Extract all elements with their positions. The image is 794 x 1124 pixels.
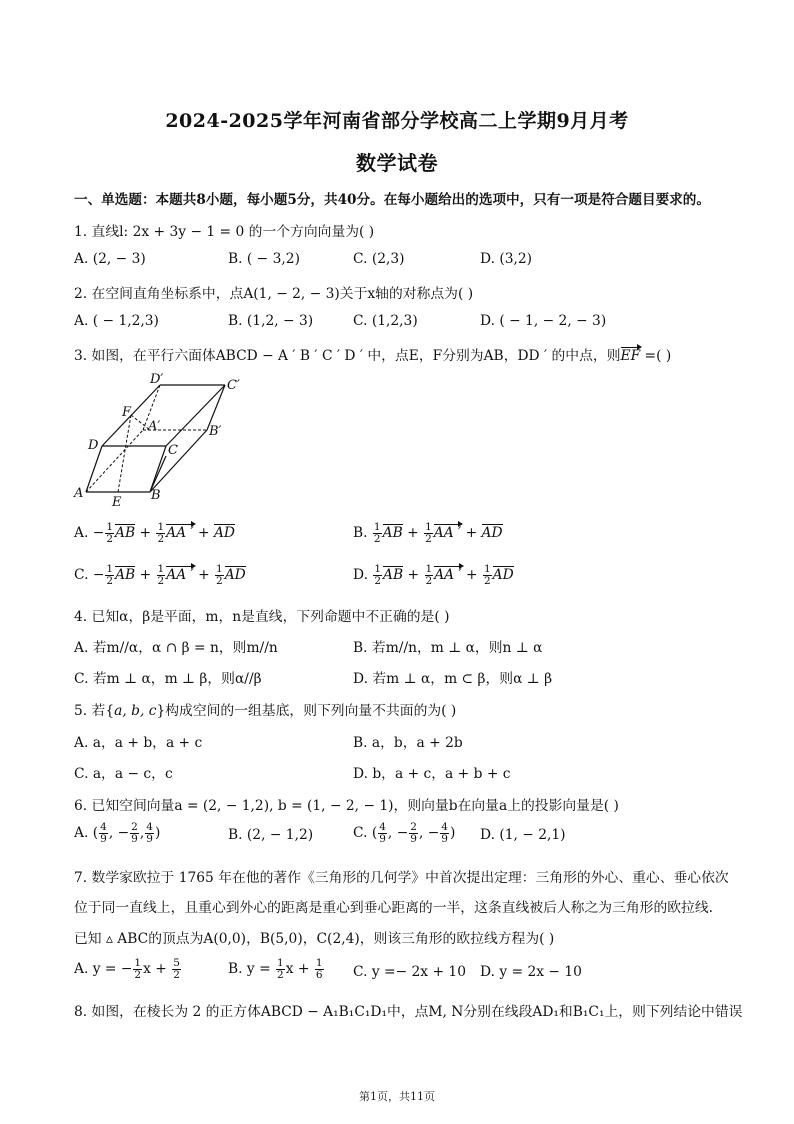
q4-option-a: A. 若m//α，α ∩ β = n，则m//n [74,640,278,656]
page-footer: 第1页，共11页 [359,1090,435,1103]
q3-stem [74,344,671,364]
q3-option-a: A. − $\frac{1}{2}$ AB + $\frac{1}{2}$ AA ′ + AD [74,521,235,545]
q5-basis-vectors: a, b, c [114,703,157,719]
fig-label-e: E [112,495,122,510]
q5-option-d: D. b，a + c，a + b + c [353,766,511,782]
q7-line3: 已知 ▵ ABC的顶点为A(0,0)，B(5,0)，C(2,4)，则该三角形的欧拉线方程为( ) [74,931,555,947]
q2-stem: 2. 在空间直角坐标系中，点A(1, − 2, − 3)关于x轴的对称点为( ) [74,286,474,302]
q1-option-d: D. (3,2) [480,251,533,267]
exam-subtitle: 数学试卷 [356,151,438,175]
q8-stem: 8. 如图，在棱长为 2 的正方体ABCD − A₁B₁C₁D₁中，点M, N分别在线段AD₁和B₁C₁上，则下列结论中错误 [74,1004,743,1020]
q5-option-c: C. a，a − c，c [74,766,173,782]
q3-option-d: D. $\frac{1}{2}$ AB + $\frac{1}{2}$ AA ′ + $\frac{1}{2}$ AD [353,563,514,587]
fig-label-d1: D′ [150,372,164,387]
q6-option-c: C. ( $\frac{4}{9}$ , − $\frac{2}{9}$ , − $\frac{4}{9}$ ) [353,821,456,845]
q5-stem: 5. 若{a, b, c}构成空间的一组基底，则下列向量不共面的为( ) [74,703,457,719]
q1-option-b: B. ( − 3,2) [228,251,300,267]
q7-option-a: A. y = − $\frac{1}{2}$ x + $\frac{5}{2}$ [74,957,180,981]
q7-option-d: D. y = 2x − 10 [480,964,582,980]
q5-option-b: B. a，b，a + 2b [353,735,463,751]
q3-option-b: B. $\frac{1}{2}$ AB + $\frac{1}{2}$ AA ′ + AD [353,521,503,545]
q6-option-a: A. ( $\frac{4}{9}$ , − $\frac{2}{9}$ , $\frac{4}{9}$ ) [74,821,161,845]
fig-label-f: F [122,405,132,420]
q7-option-b: B. y = $\frac{1}{2}$ x + $\frac{1}{6}$ [228,957,323,981]
q1-stem: 1. 直线l: 2x + 3y − 1 = 0 的一个方向向量为( ) [74,224,375,240]
fig-label-b: B [151,488,161,503]
q3-stem-prefix: 3. 如图，在平行六面体ABCD − A ′ B ′ C ′ D ′ 中，点E，F分别为AB，DD ′ 的中点，则 [74,348,621,364]
q4-option-b: B. 若m//n，m ⊥ α，则n ⊥ α [353,640,543,656]
parallelepiped-figure [70,370,260,510]
q4-stem: 4. 已知α，β是平面，m，n是直线，下列命题中不正确的是( ) [74,609,450,625]
q1-option-c: C. (2,3) [353,251,405,267]
q3-stem-suffix: =( ) [640,348,672,364]
q2-option-b: B. (1,2, − 3) [228,313,314,329]
q2-option-d: D. ( − 1, − 2, − 3) [480,313,607,329]
q2-option-c: C. (1,2,3) [353,313,418,329]
fig-label-a1: A′ [148,419,161,434]
exam-title: 2024-2025学年河南省部分学校高二上学期9月月考 [165,110,629,132]
q3-stem-vector: EF [620,348,641,364]
q7-line2: 位于同一直线上，且重心到外心的距离是重心到垂心距离的一半，这条直线被后人称之为三角形的欧拉线. [74,900,714,916]
fig-label-d: D [88,438,99,453]
fig-label-c: C [168,443,178,458]
q5-option-a: A. a，a + b，a + c [74,735,203,751]
q6-stem: 6. 已知空间向量a = (2, − 1,2), b = (1, − 2, − 1)，则向量b在向量a上的投影向量是( ) [74,798,619,814]
fig-label-b1: B′ [209,424,222,439]
q4-option-c: C. 若m ⊥ α，m ⊥ β，则α//β [74,671,262,687]
q1-option-a: A. (2, − 3) [74,251,146,267]
section-heading: 一、单选题：本题共8小题，每小题5分，共40分。在每小题给出的选项中，只有一项是符合题目要求的。 [74,192,710,208]
fig-label-a: A [74,486,84,501]
q2-option-a: A. ( − 1,2,3) [74,313,159,329]
q6-option-d: D. (1, − 2,1) [480,827,566,843]
q4-option-d: D. 若m ⊥ α，m ⊂ β，则α ⊥ β [353,671,553,687]
q6-option-b: B. (2, − 1,2) [228,827,314,843]
q3-option-c: C. − $\frac{1}{2}$ AB + $\frac{1}{2}$ AA ′ + $\frac{1}{2}$ AD [74,563,246,587]
q7-option-c: C. y =− 2x + 10 [353,964,466,980]
fig-label-c1: C′ [227,378,240,393]
q7-line1: 7. 数学家欧拉于 1765 年在他的著作《三角形的几何学》中首次提出定理：三角形的外心、重心、垂心依次 [74,870,729,886]
